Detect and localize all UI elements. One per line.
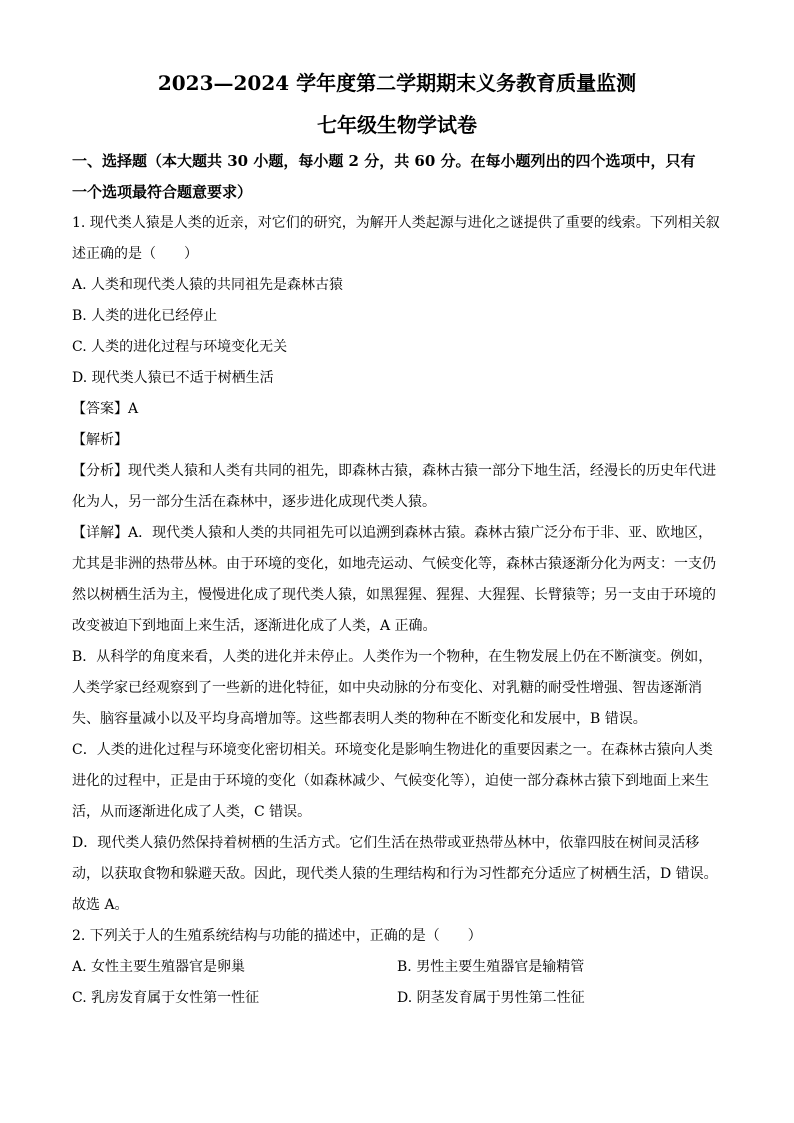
question-1 <box>72 208 726 921</box>
detail-text: C．人类的进化过程与环境变化密切相关。环境变化是影响生物进化的重要因素之一。在森林古猿向人类 <box>72 742 713 758</box>
section-heading-line: 一个选项最符合题意要求） <box>72 183 253 201</box>
section-heading <box>72 146 724 208</box>
option-d: D. 现代类人猿已不适于树栖生活 <box>72 370 274 386</box>
detail-text: 改变被迫下到地面上来生活，逐渐进化成了人类，A 正确。 <box>72 618 437 634</box>
option-a: A. 女性主要生殖器官是卵巢 <box>72 959 246 975</box>
detail-text: 活，从而逐渐进化成了人类，C 错误。 <box>72 804 312 820</box>
option-b: B. 男性主要生殖器官是输精管 <box>397 959 585 975</box>
detail-text: B．从科学的角度来看，人类的进化并未停止。人类作为一个物种，在生物发展上仍在不断演变。例如， <box>72 649 713 665</box>
option-c: C. 乳房发育属于女性第一性征 <box>72 990 260 1006</box>
detail-text: 动，以获取食物和躲避天敌。因此，现代类人猿的生理结构和行为习性都充分适应了树栖生活，D 错误。 <box>72 866 718 882</box>
detail-text: 【详解】A．现代类人猿和人类的共同祖先可以追溯到森林古猿。森林古猿广泛分布于非、亚、欧地区， <box>72 525 713 541</box>
option-d: D. 阴茎发育属于男性第二性征 <box>397 990 585 1006</box>
analysis-text: 【分析】现代类人猿和人类有共同的祖先，即森林古猿，森林古猿一部分下地生活，经漫长的历史年代进 <box>72 463 716 479</box>
analysis-heading: 【解析】 <box>72 432 128 448</box>
exam-subtitle: 七年级生物学试卷 <box>317 113 477 137</box>
detail-text: 尤其是非洲的热带丛林。由于环境的变化，如地壳运动、气候变化等，森林古猿逐渐分化为两支：一支仍 <box>72 556 716 572</box>
option-c: C. 人类的进化过程与环境变化无关 <box>72 339 288 355</box>
question-stem: 述正确的是（ ） <box>72 246 198 262</box>
section-heading-line: 一、选择题（本大题共 30 小题，每小题 2 分，共 60 分。在每小题列出的四个选项中，只有 <box>72 152 696 170</box>
option-b: B. 人类的进化已经停止 <box>72 308 218 324</box>
detail-text: D．现代类人猿仍然保持着树栖的生活方式。它们生活在热带或亚热带丛林中，依靠四肢在树间灵活移 <box>72 835 700 851</box>
answer-line: 【答案】A <box>72 401 139 417</box>
detail-text: 进化的过程中，正是由于环境的变化（如森林减少、气候变化等），迫使一部分森林古猿下到地面上来生 <box>72 773 709 789</box>
detail-text: 然以树栖生活为主，慢慢进化成了现代类人猿，如黑猩猩、猩猩、大猩猩、长臂猿等；另一支由于环境的 <box>72 587 716 603</box>
detail-text: 人类学家已经观察到了一些新的进化特征，如中央动脉的分布变化、对乳糖的耐受性增强、智齿逐渐消 <box>72 680 702 696</box>
exam-title: 2023—2024 学年度第二学期期末义务教育质量监测 <box>157 71 637 95</box>
detail-text: 失、脑容量减小以及平均身高增加等。这些都表明人类的物种在不断变化和发展中，B 错误。 <box>72 711 647 727</box>
question-stem: 2. 下列关于人的生殖系统结构与功能的描述中，正确的是（ ） <box>72 928 482 944</box>
option-a: A. 人类和现代类人猿的共同祖先是森林古猿 <box>72 277 344 293</box>
question-stem: 1. 现代类人猿是人类的近亲，对它们的研究，为解开人类起源与进化之谜提供了重要的线索。下列相关叙 <box>72 215 720 231</box>
question-2-stem <box>72 921 726 952</box>
conclusion-text: 故选 A。 <box>72 897 129 913</box>
analysis-text: 化为人，另一部分生活在森林中，逐步进化成现代类人猿。 <box>72 494 436 510</box>
